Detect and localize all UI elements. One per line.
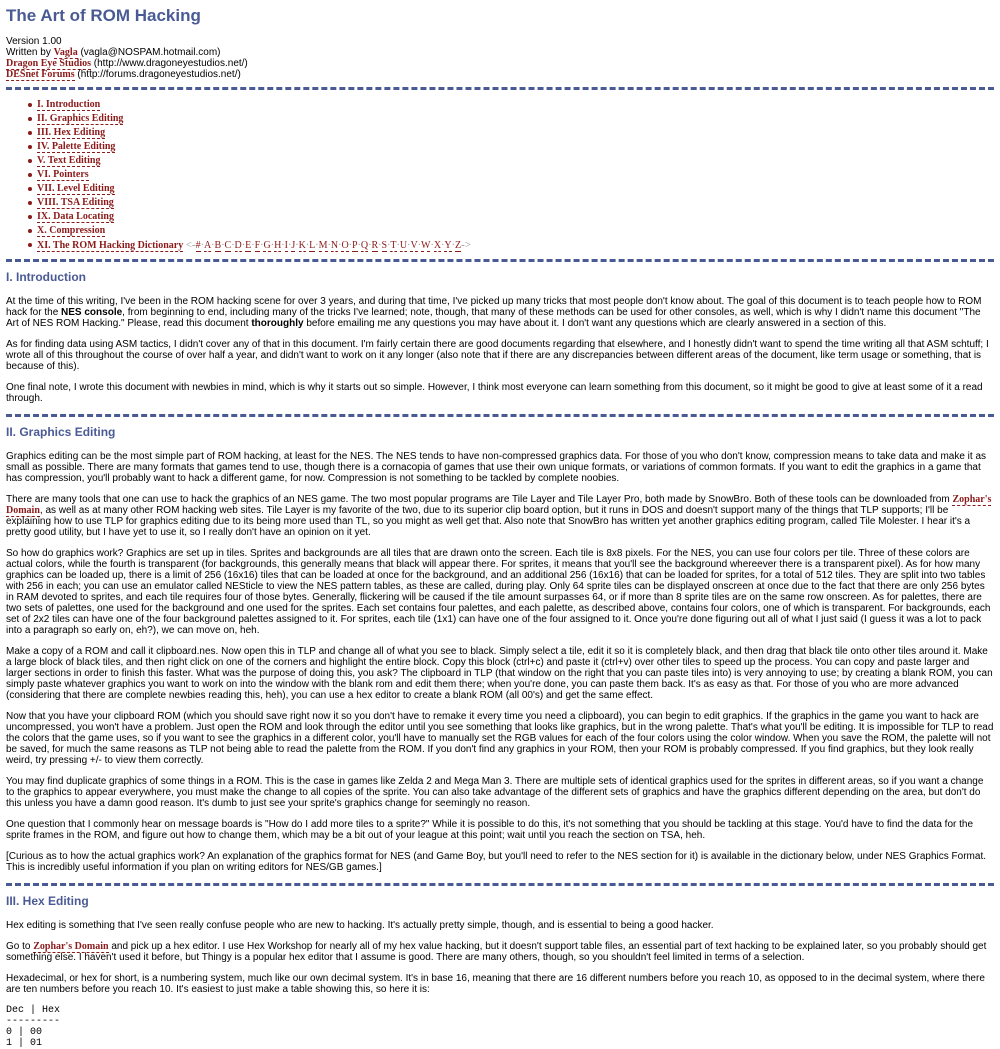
letter-separator: · (315, 240, 319, 251)
section-heading: II. Graphics Editing (6, 425, 116, 439)
section-heading: I. Introduction (6, 270, 86, 284)
dictionary-letter-link[interactable]: Q (360, 240, 369, 251)
paragraph: So how do graphics work? Graphics are set up in tiles. Sprites and backgrounds are all tiles that are drawn onto the screen. Each tile is 8x8 pixels. For the NES, you can use four colors per tile. Three of these colors are actual colors, while the fourth is transparent (for backgrounds, this generally means that black will appear there. For sprites, it means that you'll see the background whereever there is a transparent pixel). As for how many graphics can be loaded up, there is a limit of 256 (16x16) tiles that can be loaded at once for the background, and an additional 256 (16x16) that can be loaded for sprites, for a total of 512 tiles. They are split into two tables with 256 in each; you can use an emulator called NESticle to view the NES pattern tables, as these are called, during play. Only 64 sprite tiles can be displayed onscreen at once due to the fact that there are only 256 bytes in RAM devoted to sprites, and each tile requires four of those bytes. Generally, flickering will be caused if the tile amount surpasses 64, or if more than 8 sprite tiles are on the same row onscreen. As for palettes, there are two sets of palettes, one used for the background and one used for the sprites. Each set contains four palettes, and each palette, as described above, contains four colors, one of which is transparent. For backgrounds, each set of 2x2 tiles can have one of the four background palettes assigned to it. For sprites, each tile (1x1) can have one of the four assigned to it. Once you're done figuring out all of what I just said (I guess it was a lot to pack into a paragraph so early on, eh?), we can move on, heh. (6, 548, 991, 636)
alphabet-letters (196, 240, 462, 252)
letter-separator: · (357, 240, 361, 251)
paragraph (6, 941, 994, 963)
dictionary-letter-link[interactable]: N (330, 240, 339, 251)
paragraph: Make a copy of a ROM and call it clipboard.nes. Now open this in TLP and change all of what you see to black. Simply select a tile, edit it so it is completely black, and then drag that black tile onto other tiles around it. Make a large block of black tiles, and then right click on one of the corners and highlight the entire block. Copy this block (ctrl+c) and paste it (ctrl+v) over other tiles to speed up the process. You can copy and paste larger and larger sections in order to finish this faster. What was the purpose of doing this, you ask? The clipboard in TLP (that window on the right that you can paste tiles into) is very annoying to use; by creating a blank ROM, you can simply paste whatever graphics you want to work on into the window with the blank rom and edit them there; when you're done, you can paste them back. It's as easy as that. For those of you who are more advanced (considering that there are complete newbies reading this, heh), you can use a hex editor to create a blank ROM (all 00's) and get the same effect. (6, 646, 993, 701)
paragraph: Now that you have your clipboard ROM (which you should save right now it so you don't have to remake it every time you need a clipboard), you can begin to edit graphics. If the graphics in the game you want to hack are uncompressed, you won't have a problem. Just open the ROM and look through the editor until you see something that looks like graphics, but in the wrong palette. That's what you'll be editing. It is impossible for TLP to read the colors that the game uses, so if you want to see the graphics in a different color, you'll have to manually set the RGB values for each of the four colors using the color window. When you save the ROM, the palette will not be saved, for much the same reasons as TLP not being able to read the palette from the ROM. If you don't find any graphics in your ROM, then your ROM is probably compressed. If you find graphics, but they look really weird, try pressing +/- to view them correctly. (6, 711, 994, 766)
letter-separator: · (430, 240, 434, 251)
toc-link-compression[interactable]: X. Compression (37, 225, 106, 236)
toc-item (28, 140, 994, 154)
dictionary-letter-link[interactable]: J (291, 240, 296, 251)
paragraph (6, 494, 994, 538)
site1-url: (http://www.dragoneyestudios.net/) (91, 58, 248, 69)
paragraph: As for finding data using ASM tactics, I didn't cover any of that in this document. I'm fairly certain there are good documents regarding that elsewhere, and I honestly didn't want to spend the time writing all that ASM schtuff; I wrote all of this throughout the course of over half a year, and didn't want to work on it any longer (also note that if there are any discrepancies between different areas of the document, like term usage or something, that is because of this). (6, 339, 989, 372)
section-hex-editing (6, 894, 994, 1049)
paragraph: One final note, I wrote this document with newbies in mind, which is why it starts out so simple. However, I think most everyone can learn something from this document, so it might be good to give at least some of it a read through. (6, 382, 983, 404)
zophars-domain-link[interactable]: Zophar's Domain (33, 941, 109, 952)
alphabet-open: <- (185, 239, 196, 251)
text-run: There are many tools that one can use to hack the graphics of an NES game. The two most popular programs are Tile Layer and Tile Layer Pro, both made by SnowBro. Both of these tools can be downloaded from (6, 494, 953, 505)
letter-separator: · (295, 240, 299, 251)
letter-separator: · (387, 240, 391, 251)
dictionary-letter-link[interactable]: U (399, 240, 408, 251)
toc-item (28, 224, 994, 238)
site2-line (6, 69, 994, 80)
dec-hex-table: Dec | Hex --------- 0 | 00 1 | 01 (6, 1005, 61, 1049)
toc-item (28, 196, 994, 210)
toc-item (28, 126, 994, 140)
author-link[interactable]: Vagla (53, 47, 78, 58)
text-run: and pick up a hex editor. I use Hex Workshop for nearly all of my hex value hacking, but it doesn't support table files, an essential part of text hacking to be explained later, so you probably should get something else. I haven't used it before, but Thingy is a popular hex editor that I assume is good. There are many others, though, so you shouldn't feel limited in terms of a selection. (6, 941, 987, 963)
dictionary-letter-link[interactable]: A (203, 240, 212, 251)
doc-header (6, 36, 994, 80)
dictionary-letter-link[interactable]: G (263, 240, 271, 251)
toc-item (28, 112, 994, 126)
toc-link-text-editing[interactable]: V. Text Editing (37, 155, 101, 166)
paragraph: You may find duplicate graphics of some things in a ROM. This is the case in games like Zelda 2 and Mega Man 3. There are multiple sets of identical graphics used for the sprites in different areas, so if you want a change to the graphics to appear everywhere, you must make the change to all copies of the sprite. You can also take advantage of the different sets of graphics and have the graphics different depending on the area, but don't do this unless you have a damn good reason. It's dumb to just see your sprite's graphics change for seemingly no reason. (6, 776, 984, 809)
dictionary-letter-link[interactable]: E (245, 240, 252, 251)
toc-link-palette-editing[interactable]: IV. Palette Editing (37, 141, 116, 152)
dictionary-letter-link[interactable]: T (390, 240, 397, 251)
letter-separator: · (378, 240, 382, 251)
letter-separator: · (348, 240, 353, 251)
dictionary-letter-link[interactable]: Z (454, 240, 462, 251)
author-email: (vagla@NOSPAM.hotmail.com) (77, 47, 221, 58)
toc-item (28, 154, 994, 168)
paragraph: Hexadecimal, or hex for short, is a numbering system, much like our own decimal system. It's in base 16, meaning that there are 16 different numbers before you reach 10, as opposed to in the decimal system, where there are ten numbers before you reach 10. It's easiest to just make a table showing this, so here it is: (6, 973, 985, 995)
toc-item (28, 168, 994, 182)
section-introduction (6, 270, 994, 404)
dictionary-letter-link[interactable]: Y (444, 240, 452, 251)
text-run: , as well as at many other ROM hacking web sites. Tile Layer is my favorite of the two, due to its superior clip board option, but it runs in DOS and doesn't support many of the things that TLP supports; I'll be explaining how to use TLP for graphics editing due to its being more used than TL, so you might as well get that. Also note that SnowBro has written yet another graphics editing program, called Tile Molester. I hear it's a pretty good utility, but I have yet to use it, so I really don't have an opinion on it yet. (6, 505, 971, 538)
site1-line (6, 58, 994, 69)
text-run: , from beginning to end, including many of the tricks I've learned; note, though, that many of these methods can be used for other consoles, as well, which is why I didn't name this document "The Art of NES ROM Hacking." Please, read this document (6, 307, 981, 329)
paragraph: [Curious as to how the actual graphics work? An explanation of the graphics format for NES (and Game Boy, but you'll need to refer to the NES section for it) is available in the dictionary below, under NES Graphics Format. This is incredibly useful information if you plan on writing editors for NES/GB games.] (6, 851, 986, 873)
letter-separator: · (241, 240, 246, 251)
toc-link-introduction[interactable]: I. Introduction (37, 99, 101, 110)
letter-separator: · (287, 240, 292, 251)
paragraph (6, 296, 994, 329)
section-divider (6, 259, 994, 262)
section-heading: III. Hex Editing (6, 894, 89, 908)
toc-item (28, 182, 994, 196)
paragraph: Graphics editing can be the most simple part of ROM hacking, at least for the NES. The NES tends to have non-compressed graphics data. For those of you who don't know, compression means to take data and make it as small as possible. There are many formats that games tend to use, though there is a cornacopia of games that use their own unique formats, or variations of common formats. If you want to edit the graphics in a game that has compression, you'll probably want to hack a different game, for now. Compression is not something to be tackled by complete noobies. (6, 451, 987, 484)
toc-link-tsa-editing[interactable]: VIII. TSA Editing (37, 197, 114, 208)
text-run: At the time of this writing, I've been in the ROM hacking scene for over 3 years, and during that time, I've picked up many tricks that most people don't know about. The goal of this document is to teach people how to ROM hack for the (6, 296, 982, 318)
paragraph: Hex editing is something that I've seen really confuse people who are new to hacking. It's actually pretty simple, though, and is essential to being a good hacker. (6, 920, 714, 931)
toc-item (28, 210, 994, 224)
letter-separator: · (451, 240, 455, 251)
letter-separator: · (396, 240, 400, 251)
dictionary-letter-link[interactable]: P (352, 240, 358, 251)
letter-separator: · (305, 240, 310, 251)
dictionary-letter-link[interactable]: C (224, 240, 232, 251)
dictionary-letter-link[interactable]: M (318, 240, 328, 251)
toc-item (28, 238, 994, 252)
alphabet-close: -> (461, 239, 471, 251)
letter-separator: · (231, 240, 235, 251)
paragraph: One question that I commonly hear on message boards is "How do I add more tiles to a sprite?" While it is possible to do this, it's not something that you should be tackling at this stage. You'd have to find the data for the sprite frames in the ROM, and figure out how to change them, which may be a bit out of your league at this point; wait until you reach the section on TSA, heh. (6, 819, 974, 841)
alphabet-index (183, 240, 471, 251)
dictionary-letter-link[interactable]: V (410, 240, 418, 251)
dictionary-letter-link[interactable]: D (234, 240, 242, 251)
author-line (6, 47, 994, 58)
dictionary-letter-link[interactable]: O (341, 240, 349, 251)
desnet-forums-link[interactable]: DESnet Forums (6, 69, 75, 80)
section-divider (6, 883, 994, 886)
toc-link-hex-editing[interactable]: III. Hex Editing (37, 127, 106, 138)
dictionary-letter-link[interactable]: L (309, 240, 316, 251)
dictionary-letter-link[interactable]: H (274, 240, 282, 251)
dictionary-letter-link[interactable]: F (254, 240, 261, 251)
dictionary-letter-link[interactable]: I (284, 240, 288, 251)
section-divider (6, 87, 994, 90)
section-graphics-editing (6, 425, 994, 873)
dictionary-letter-link[interactable]: B (214, 240, 222, 251)
dictionary-letter-link[interactable]: R (371, 240, 379, 251)
toc-item (28, 98, 994, 112)
site2-url: (http://forums.dragoneyestudios.net/) (74, 69, 241, 80)
toc-link-dictionary[interactable]: XI. The ROM Hacking Dictionary (37, 240, 184, 251)
text-run: Go to (6, 941, 34, 952)
dictionary-letter-link[interactable]: K (298, 240, 306, 251)
zophars-domain-link[interactable]: Zophar's Domain (6, 494, 992, 516)
letter-separator: · (260, 240, 264, 251)
letter-separator: · (417, 240, 422, 251)
letter-separator: · (200, 240, 204, 251)
letter-separator: · (338, 240, 342, 251)
letter-separator: · (368, 240, 372, 251)
letter-separator: · (441, 240, 445, 251)
bold-text: NES console (61, 307, 123, 318)
text-run: before emailing me any questions you may have about it. I don't want any questions which are clearly answered in a section of this. (303, 318, 887, 329)
letter-separator: · (270, 240, 275, 251)
table-of-contents (6, 98, 994, 252)
letter-separator: · (221, 240, 225, 251)
toc-link-pointers[interactable]: VI. Pointers (37, 169, 89, 180)
letter-separator: · (211, 240, 215, 251)
letter-separator: · (327, 240, 331, 251)
dictionary-letter-link[interactable]: # (195, 240, 201, 251)
toc-link-graphics-editing[interactable]: II. Graphics Editing (37, 113, 124, 124)
letter-separator: · (281, 240, 285, 251)
section-divider (6, 414, 994, 417)
letter-separator: · (251, 240, 255, 251)
dictionary-letter-link[interactable]: X (433, 240, 442, 251)
toc-link-level-editing[interactable]: VII. Level Editing (37, 183, 115, 194)
dictionary-letter-link[interactable]: W (421, 240, 431, 251)
page-title: The Art of ROM Hacking (6, 6, 201, 25)
bold-text: thoroughly (251, 318, 304, 329)
dragon-eye-studios-link[interactable]: Dragon Eye Studios (6, 58, 92, 69)
letter-separator: · (407, 240, 411, 251)
written-by-label: Written by (6, 47, 54, 58)
dictionary-letter-link[interactable]: S (381, 240, 388, 251)
toc-link-data-locating[interactable]: IX. Data Locating (37, 211, 114, 222)
document (6, 6, 994, 1049)
version-line: Version 1.00 (6, 36, 62, 47)
